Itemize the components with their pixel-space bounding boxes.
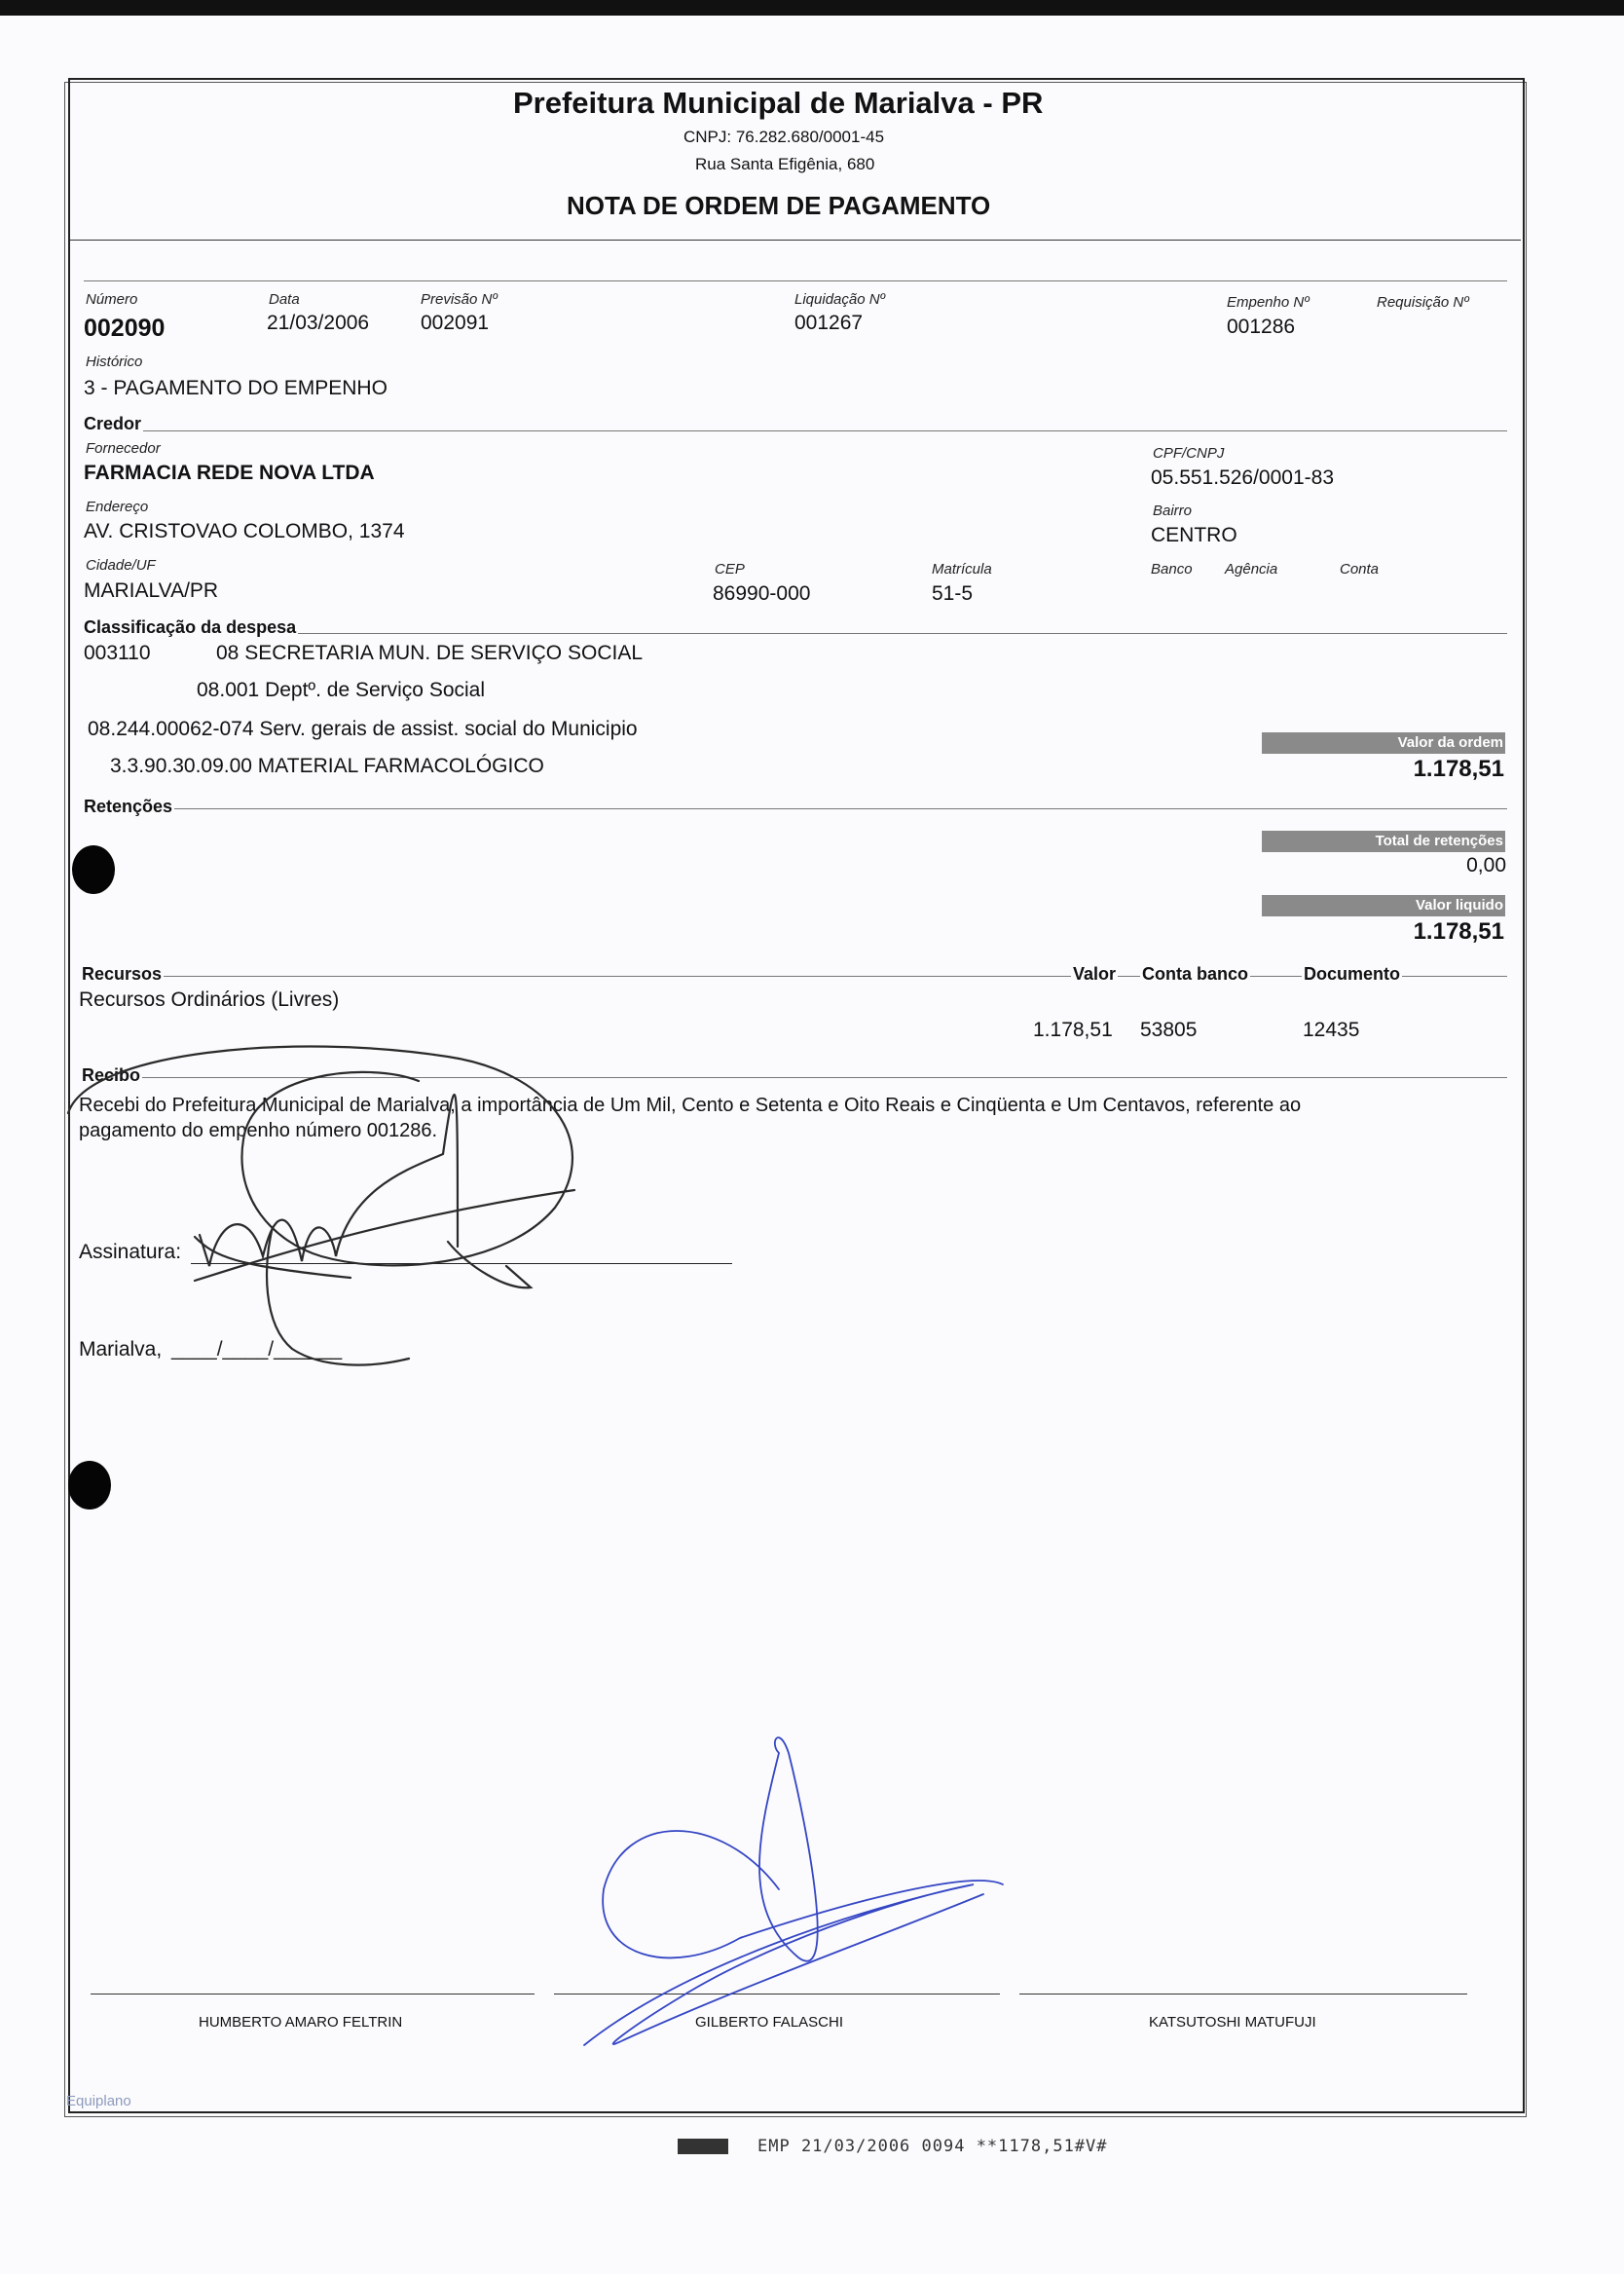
cpf-value: 05.551.526/0001-83	[1151, 466, 1335, 489]
signer-name-2: GILBERTO FALASCHI	[695, 2014, 843, 2031]
recibo-text-line2: pagamento do empenho número 001286.	[79, 1120, 438, 1141]
classificacao-elemento: 3.3.90.30.09.00 MATERIAL FARMACOLÓGICO	[110, 755, 544, 777]
endereco-label: Endereço	[86, 499, 149, 515]
recursos-heading: Recursos	[82, 964, 163, 984]
historico-value: 3 - PAGAMENTO DO EMPENHO	[84, 377, 388, 399]
data-value: 21/03/2006	[267, 312, 370, 334]
empenho-value: 001286	[1227, 316, 1296, 338]
recursos-valor: 1.178,51	[1033, 1019, 1113, 1041]
total-retencoes-value: 0,00	[1466, 854, 1506, 876]
fornecedor-value: FARMACIA REDE NOVA LTDA	[84, 462, 375, 484]
recibo-rule	[84, 1077, 1507, 1078]
previsao-label: Previsão Nº	[421, 291, 498, 308]
bairro-value: CENTRO	[1151, 524, 1237, 546]
matricula-label: Matrícula	[932, 561, 992, 578]
credor-heading: Credor	[84, 414, 142, 433]
page-title: Prefeitura Municipal de Marialva - PR	[513, 86, 1044, 120]
classificacao-code: 003110	[84, 642, 151, 664]
cep-value: 86990-000	[713, 582, 811, 605]
valor-liquido-label: Valor liquido	[1262, 895, 1505, 916]
classificacao-heading: Classificação da despesa	[84, 617, 297, 637]
liquidacao-label: Liquidação Nº	[794, 291, 886, 308]
classificacao-departamento: 08.001 Deptº. de Serviço Social	[197, 679, 486, 701]
assinatura-line	[191, 1263, 732, 1264]
agencia-label: Agência	[1225, 561, 1278, 578]
banco-label: Banco	[1151, 561, 1193, 578]
classificacao-programa: 08.244.00062-074 Serv. gerais de assist. social do Municipio	[88, 718, 638, 740]
valor-liquido-value: 1.178,51	[1413, 918, 1504, 945]
credor-rule	[84, 430, 1507, 431]
signer-name-3: KATSUTOSHI MATUFUJI	[1149, 2014, 1316, 2031]
address-text: Rua Santa Efigênia, 680	[695, 155, 875, 173]
recursos-descricao: Recursos Ordinários (Livres)	[79, 988, 340, 1011]
equiplano-brand: Equiplano	[66, 2093, 131, 2109]
recursos-documento-header: Documento	[1304, 964, 1400, 984]
conta-label: Conta	[1340, 561, 1380, 578]
recibo-heading: Recibo	[82, 1065, 141, 1085]
retencoes-heading: Retenções	[84, 797, 173, 816]
requisicao-label: Requisição Nº	[1377, 294, 1469, 311]
recursos-documento: 12435	[1303, 1019, 1360, 1041]
header-divider	[70, 240, 1521, 241]
document-title: NOTA DE ORDEM DE PAGAMENTO	[567, 191, 991, 220]
total-retencoes-label: Total de retenções	[1262, 831, 1505, 852]
valor-ordem-label: Valor da ordem	[1262, 732, 1505, 754]
valor-ordem-value: 1.178,51	[1413, 756, 1504, 782]
empenho-label: Empenho Nº	[1227, 294, 1310, 311]
recursos-conta-header: Conta banco	[1142, 964, 1249, 984]
classificacao-secretaria: 08 SECRETARIA MUN. DE SERVIÇO SOCIAL	[216, 642, 644, 664]
previsao-value: 002091	[421, 312, 490, 334]
recursos-valor-header: Valor	[1073, 964, 1117, 984]
cidade-value: MARIALVA/PR	[84, 579, 219, 602]
cpf-label: CPF/CNPJ	[1153, 445, 1225, 462]
numero-label: Número	[86, 291, 138, 308]
endereco-value: AV. CRISTOVAO COLOMBO, 1374	[84, 520, 405, 542]
binder-hole-bottom	[68, 1461, 111, 1510]
scan-top-edge	[0, 0, 1624, 16]
historico-label: Histórico	[86, 354, 143, 370]
assinatura-label: Assinatura:	[79, 1241, 182, 1263]
signer-name-1: HUMBERTO AMARO FELTRIN	[199, 2014, 403, 2031]
cnpj-text: CNPJ: 76.282.680/0001-45	[683, 128, 885, 146]
fornecedor-label: Fornecedor	[86, 440, 161, 457]
recursos-conta: 53805	[1140, 1019, 1198, 1041]
binder-hole-top	[72, 845, 115, 894]
bairro-label: Bairro	[1153, 503, 1193, 519]
data-label: Data	[269, 291, 300, 308]
cep-label: CEP	[715, 561, 745, 578]
retencoes-rule	[84, 808, 1507, 809]
date-blank: ____/____/______	[171, 1338, 343, 1361]
matricula-value: 51-5	[932, 582, 974, 605]
local-label: Marialva,	[79, 1338, 163, 1361]
cidade-label: Cidade/UF	[86, 557, 156, 574]
recibo-text-line1: Recebi do Prefeitura Municipal de Marialva, a importância de Um Mil, Cento e Setenta e Oito Reais e Cinqüenta e Um Centavos, referente ao	[79, 1095, 1302, 1116]
liquidacao-value: 001267	[794, 312, 864, 334]
numero-value: 002090	[84, 315, 166, 342]
stamp-mark-icon	[678, 2139, 728, 2154]
recursos-rule	[84, 976, 1507, 977]
ids-top-rule	[84, 280, 1507, 281]
footer-code: EMP 21/03/2006 0094 **1178,51#V#	[757, 2137, 1108, 2156]
